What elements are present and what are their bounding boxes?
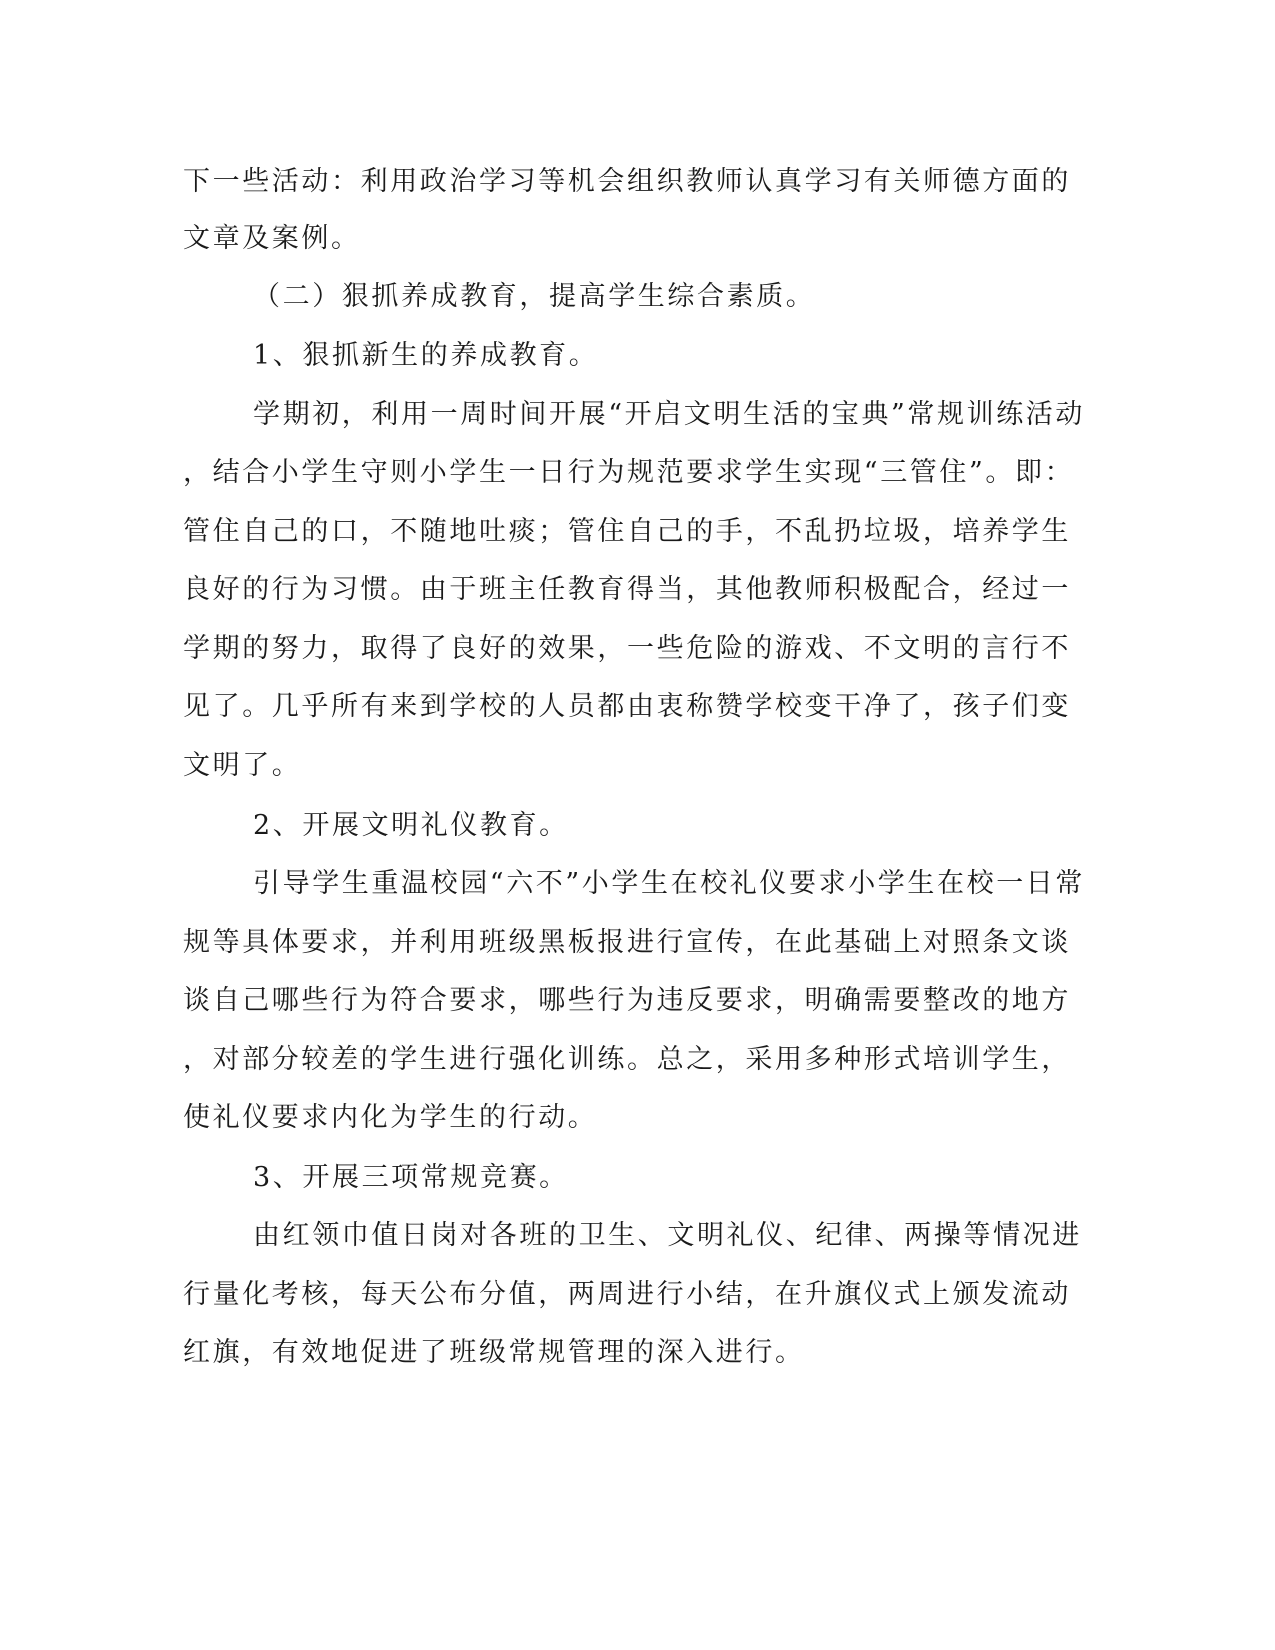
body-line: 学期初，利用一周时间开展“开启文明生活的宝典”常规训练活动 (253, 399, 1086, 430)
body-line: 管住自己的口，不随地吐痰；管住自己的手，不乱扔垃圾，培养学生 (183, 516, 1071, 547)
body-line: 良好的行为习惯。由于班主任教育得当，其他教师积极配合，经过一 (183, 574, 1071, 605)
body-line: 文明了。 (183, 750, 302, 781)
body-line: ，结合小学生守则小学生一日行为规范要求学生实现“三管住”。即： (183, 457, 1075, 488)
body-line: 规等具体要求，并利用班级黑板报进行宣传，在此基础上对照条文谈 (183, 927, 1071, 958)
body-line: ，对部分较差的学生进行强化训练。总之，采用多种形式培训学生， (183, 1044, 1071, 1075)
body-line: 红旗，有效地促进了班级常规管理的深入进行。 (183, 1337, 805, 1368)
subsection-heading: 3、开展三项常规竞赛。 (253, 1162, 569, 1193)
body-line: 引导学生重温校园“六不”小学生在校礼仪要求小学生在校一日常 (253, 868, 1086, 899)
subsection-heading: 1、狠抓新生的养成教育。 (253, 340, 599, 371)
body-line: 见了。几乎所有来到学校的人员都由衷称赞学校变干净了，孩子们变 (183, 691, 1071, 722)
body-line: 下一些活动：利用政治学习等机会组织教师认真学习有关师德方面的 (183, 166, 1071, 197)
body-line: 文章及案例。 (183, 223, 361, 254)
subsection-heading: 2、开展文明礼仪教育。 (253, 810, 569, 841)
body-line: 由红领巾值日岗对各班的卫生、文明礼仪、纪律、两操等情况进 (253, 1220, 1082, 1251)
body-line: 行量化考核，每天公布分值，两周进行小结，在升旗仪式上颁发流动 (183, 1279, 1071, 1310)
section-heading: （二）狠抓养成教育，提高学生综合素质。 (253, 281, 816, 312)
body-line: 谈自己哪些行为符合要求，哪些行为违反要求，明确需要整改的地方 (183, 985, 1071, 1016)
body-line: 学期的努力，取得了良好的效果，一些危险的游戏、不文明的言行不 (183, 633, 1071, 664)
body-line: 使礼仪要求内化为学生的行动。 (183, 1102, 598, 1133)
